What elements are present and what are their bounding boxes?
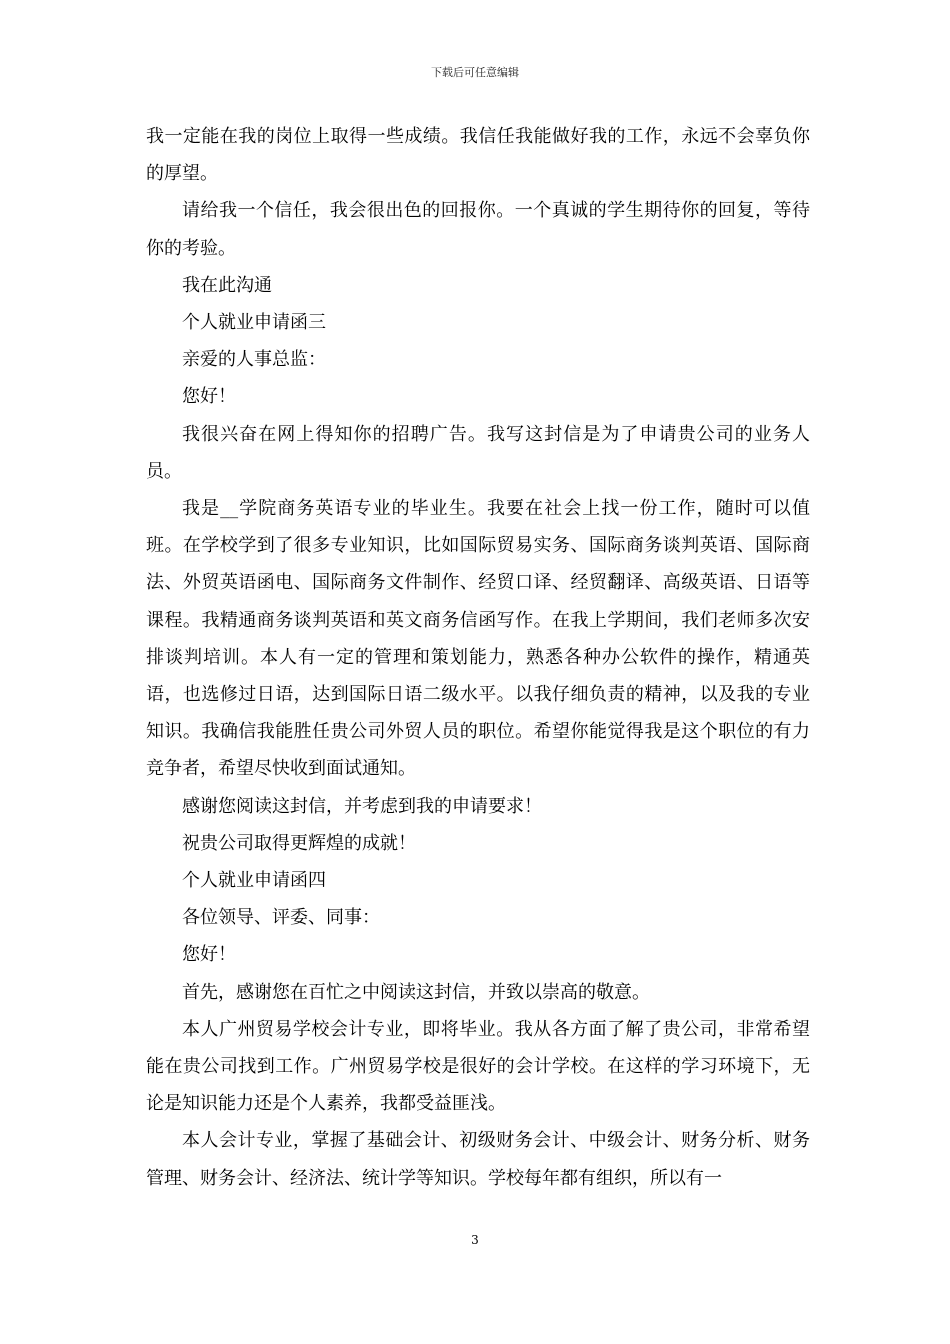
paragraph: 我很兴奋在网上得知你的招聘广告。我写这封信是为了申请贵公司的业务人员。 [146,423,810,482]
section-heading: 个人就业申请函四 [182,870,326,892]
paragraph: 我在此沟通 [182,274,272,296]
paragraph: 本人会计专业，掌握了基础会计、初级财务会计、中级会计、财务分析、财务管理、财务会计、经济法、统计学等知识。学校每年都有组织，所以有一 [146,1130,810,1189]
paragraph: 感谢您阅读这封信，并考虑到我的申请要求！ [182,795,542,817]
document-body [146,118,810,1197]
greeting: 您好！ [182,944,236,966]
paragraph: 请给我一个信任，我会很出色的回报你。一个真诚的学生期待你的回复，等待你的考验。 [146,200,810,259]
salutation: 各位领导、评委、同事： [182,907,380,929]
paragraph: 我是__学院商务英语专业的毕业生。我要在社会上找一份工作，随时可以值班。在学校学到了很多专业知识，比如国际贸易实务、国际商务谈判英语、国际商法、外贸英语函电、国际商务文件制作、经贸口译、经贸翻译、高级英语、日语等课程。我精通商务谈判英语和英文商务信函写作。在我上学期间，我们老师多次安排谈判培训。本人有一定的管理和策划能力，熟悉各种办公软件的操作，精通英语，也选修过日语，达到国际日语二级水平。以我仔细负责的精神，以及我的专业知识。我确信我能胜任贵公司外贸人员的职位。希望你能觉得我是这个职位的有力竞争者，希望尽快收到面试通知。 [146,498,810,780]
section-heading: 个人就业申请函三 [182,312,326,334]
paragraph: 我一定能在我的岗位上取得一些成绩。我信任我能做好我的工作，永远不会辜负你的厚望。 [146,126,810,185]
paragraph: 首先，感谢您在百忙之中阅读这封信，并致以崇高的敬意。 [182,981,650,1003]
greeting: 您好！ [182,386,236,408]
page-number: 3 [471,1233,479,1247]
paragraph: 祝贵公司取得更辉煌的成就！ [182,832,416,854]
salutation: 亲爱的人事总监： [182,349,326,371]
page-header: 下载后可任意编辑 [431,66,519,79]
paragraph: 本人广州贸易学校会计专业，即将毕业。我从各方面了解了贵公司，非常希望能在贵公司找到工作。广州贸易学校是很好的会计学校。在这样的学习环境下，无论是知识能力还是个人素养，我都受益匪浅。 [146,1018,810,1115]
